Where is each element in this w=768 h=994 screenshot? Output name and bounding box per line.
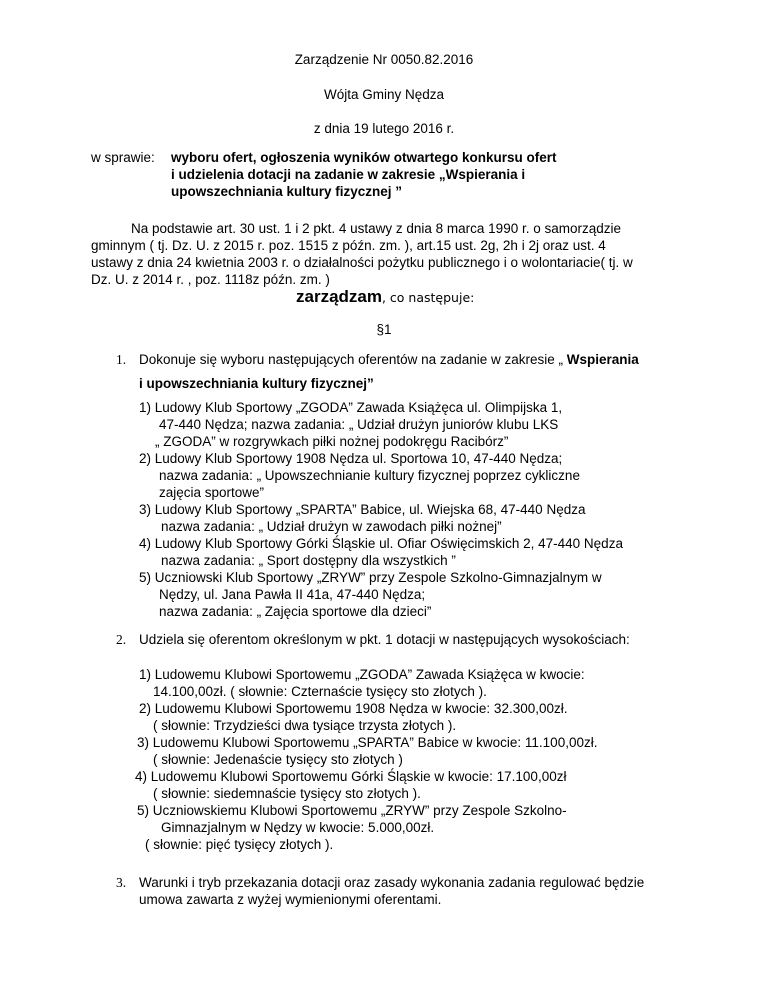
point-1-item-line: „ ZGODA” w rozgrywkach piłki nożnej podokręgu Racibórz”	[155, 434, 509, 449]
point-3-line-2: umowa zawarta z wyżej wymienionymi oferentami.	[139, 892, 442, 907]
point-1-text	[139, 352, 639, 367]
point-2-number: 2.	[116, 632, 127, 647]
point-2-text: Udziela się oferentom określonym w pkt. 1 dotacji w następujących wysokościach:	[139, 632, 630, 647]
point-1-item-line: nazwa zadania: „ Sport dostępny dla wszystkich ”	[161, 553, 456, 568]
point-1-item-line: 2) Ludowy Klub Sportowy 1908 Nędza ul. Sportowa 10, 47-440 Nędza;	[139, 451, 563, 466]
decree-word: zarządzam	[296, 287, 382, 306]
point-2-item-line: 14.100,00zł. ( słownie: Czternaście tysięcy sto złotych ).	[153, 684, 487, 699]
point-1-item-line: 47-440 Nędza; nazwa zadania: „ Udział drużyn juniorów klubu LKS	[159, 417, 559, 432]
point-2-item-line: 3) Ludowemu Klubowi Sportowemu „SPARTA” Babice w kwocie: 11.100,00zł.	[137, 735, 598, 750]
point-1-text-normal: Dokonuje się wyboru następujących oferentów na zadanie w zakresie „	[139, 352, 567, 367]
subject-line-1: wyboru ofert, ogłoszenia wyników otwartego konkursu ofert	[171, 150, 557, 165]
point-1-text-bold-cont: i upowszechniania kultury fizycznej”	[139, 376, 374, 391]
document-title: Zarządzenie Nr 0050.82.2016	[294, 52, 474, 67]
point-1-item-line: 3) Ludowy Klub Sportowy „SPARTA” Babice, ul. Wiejska 68, 47-440 Nędza	[139, 502, 586, 517]
point-2-item-line: ( słownie: siedemnaście tysięcy sto złotych ).	[153, 786, 421, 801]
point-2-item-line: 2) Ludowemu Klubowi Sportowemu 1908 Nędza w kwocie: 32.300,00zł.	[139, 701, 568, 716]
point-1-item-line: nazwa zadania: „ Zajęcia sportowe dla dzieci”	[159, 604, 432, 619]
point-1-item-line: Nędzy, ul. Jana Pawła II 41a, 47-440 Nędza;	[159, 587, 426, 602]
point-1-item-line: nazwa zadania: „ Udział drużyn w zawodach piłki nożnej”	[161, 519, 502, 534]
point-3-line-1: Warunki i tryb przekazania dotacji oraz zasady wykonania zadania regulować będzie	[139, 875, 645, 890]
point-2-item-line: 4) Ludowemu Klubowi Sportowemu Górki Śląskie w kwocie: 17.100,00zł	[135, 769, 567, 784]
point-1-item-line: nazwa zadania: „ Upowszechnianie kultury fizycznej poprzez cykliczne	[159, 468, 580, 483]
point-2-item-line: ( słownie: Trzydzieści dwa tysiące trzysta złotych ).	[153, 718, 457, 733]
document-issuer: Wójta Gminy Nędza	[323, 87, 445, 102]
point-1-item-line: 5) Uczniowski Klub Sportowy „ZRYW” przy Zespole Szkolno-Gimnazjalnym w	[139, 570, 602, 585]
legal-basis-line-2: gminnym ( tj. Dz. U. z 2015 r. poz. 1515 z późn. zm. ), art.15 ust. 2g, 2h i 2j oraz ust. 4	[91, 238, 606, 253]
decree-line	[296, 287, 474, 307]
legal-basis-line-4: Dz. U. z 2014 r. , poz. 1118z późn. zm. )	[91, 272, 330, 287]
subject-line-2: i udzielenia dotacji na zadanie w zakresie „Wspierania i	[171, 167, 526, 182]
point-2-item-line: ( słownie: Jedenaście tysięcy sto złotych )	[153, 752, 403, 767]
document-date: z dnia 19 lutego 2016 r.	[313, 121, 455, 136]
subject-line-3: upowszechniania kultury fizycznej ”	[171, 184, 403, 199]
point-3-number: 3.	[116, 875, 127, 890]
legal-basis-line-1: Na podstawie art. 30 ust. 1 i 2 pkt. 4 ustawy z dnia 8 marca 1990 r. o samorządzie	[131, 221, 622, 236]
point-1-item-line: zajęcia sportowe”	[159, 485, 265, 500]
point-2-item-line: ( słownie: pięć tysięcy złotych ).	[145, 837, 334, 852]
point-2-item-line: 1) Ludowemu Klubowi Sportowemu „ZGODA” Zawada Książęca w kwocie:	[139, 667, 585, 682]
legal-basis-line-3: ustawy z dnia 24 kwietnia 2003 r. o działalności pożytku publicznego i o wolontariacie( tj. w	[91, 255, 633, 270]
decree-suffix: , co następuje:	[381, 290, 475, 305]
subject-prefix: w sprawie:	[91, 150, 155, 165]
point-1-number: 1.	[116, 352, 127, 367]
point-2-item-line: 5) Uczniowskiemu Klubowi Sportowemu „ZRYW” przy Zespole Szkolno-	[137, 803, 567, 818]
point-1-item-line: 1) Ludowy Klub Sportowy „ZGODA” Zawada Książęca ul. Olimpijska 1,	[139, 400, 563, 415]
section-number: §1	[376, 322, 392, 337]
point-2-item-line: Gimnazjalnym w Nędzy w kwocie: 5.000,00zł.	[161, 820, 435, 835]
point-1-text-bold: Wspierania	[566, 352, 639, 367]
point-1-item-line: 4) Ludowy Klub Sportowy Górki Śląskie ul. Ofiar Oświęcimskich 2, 47-440 Nędza	[139, 536, 623, 551]
